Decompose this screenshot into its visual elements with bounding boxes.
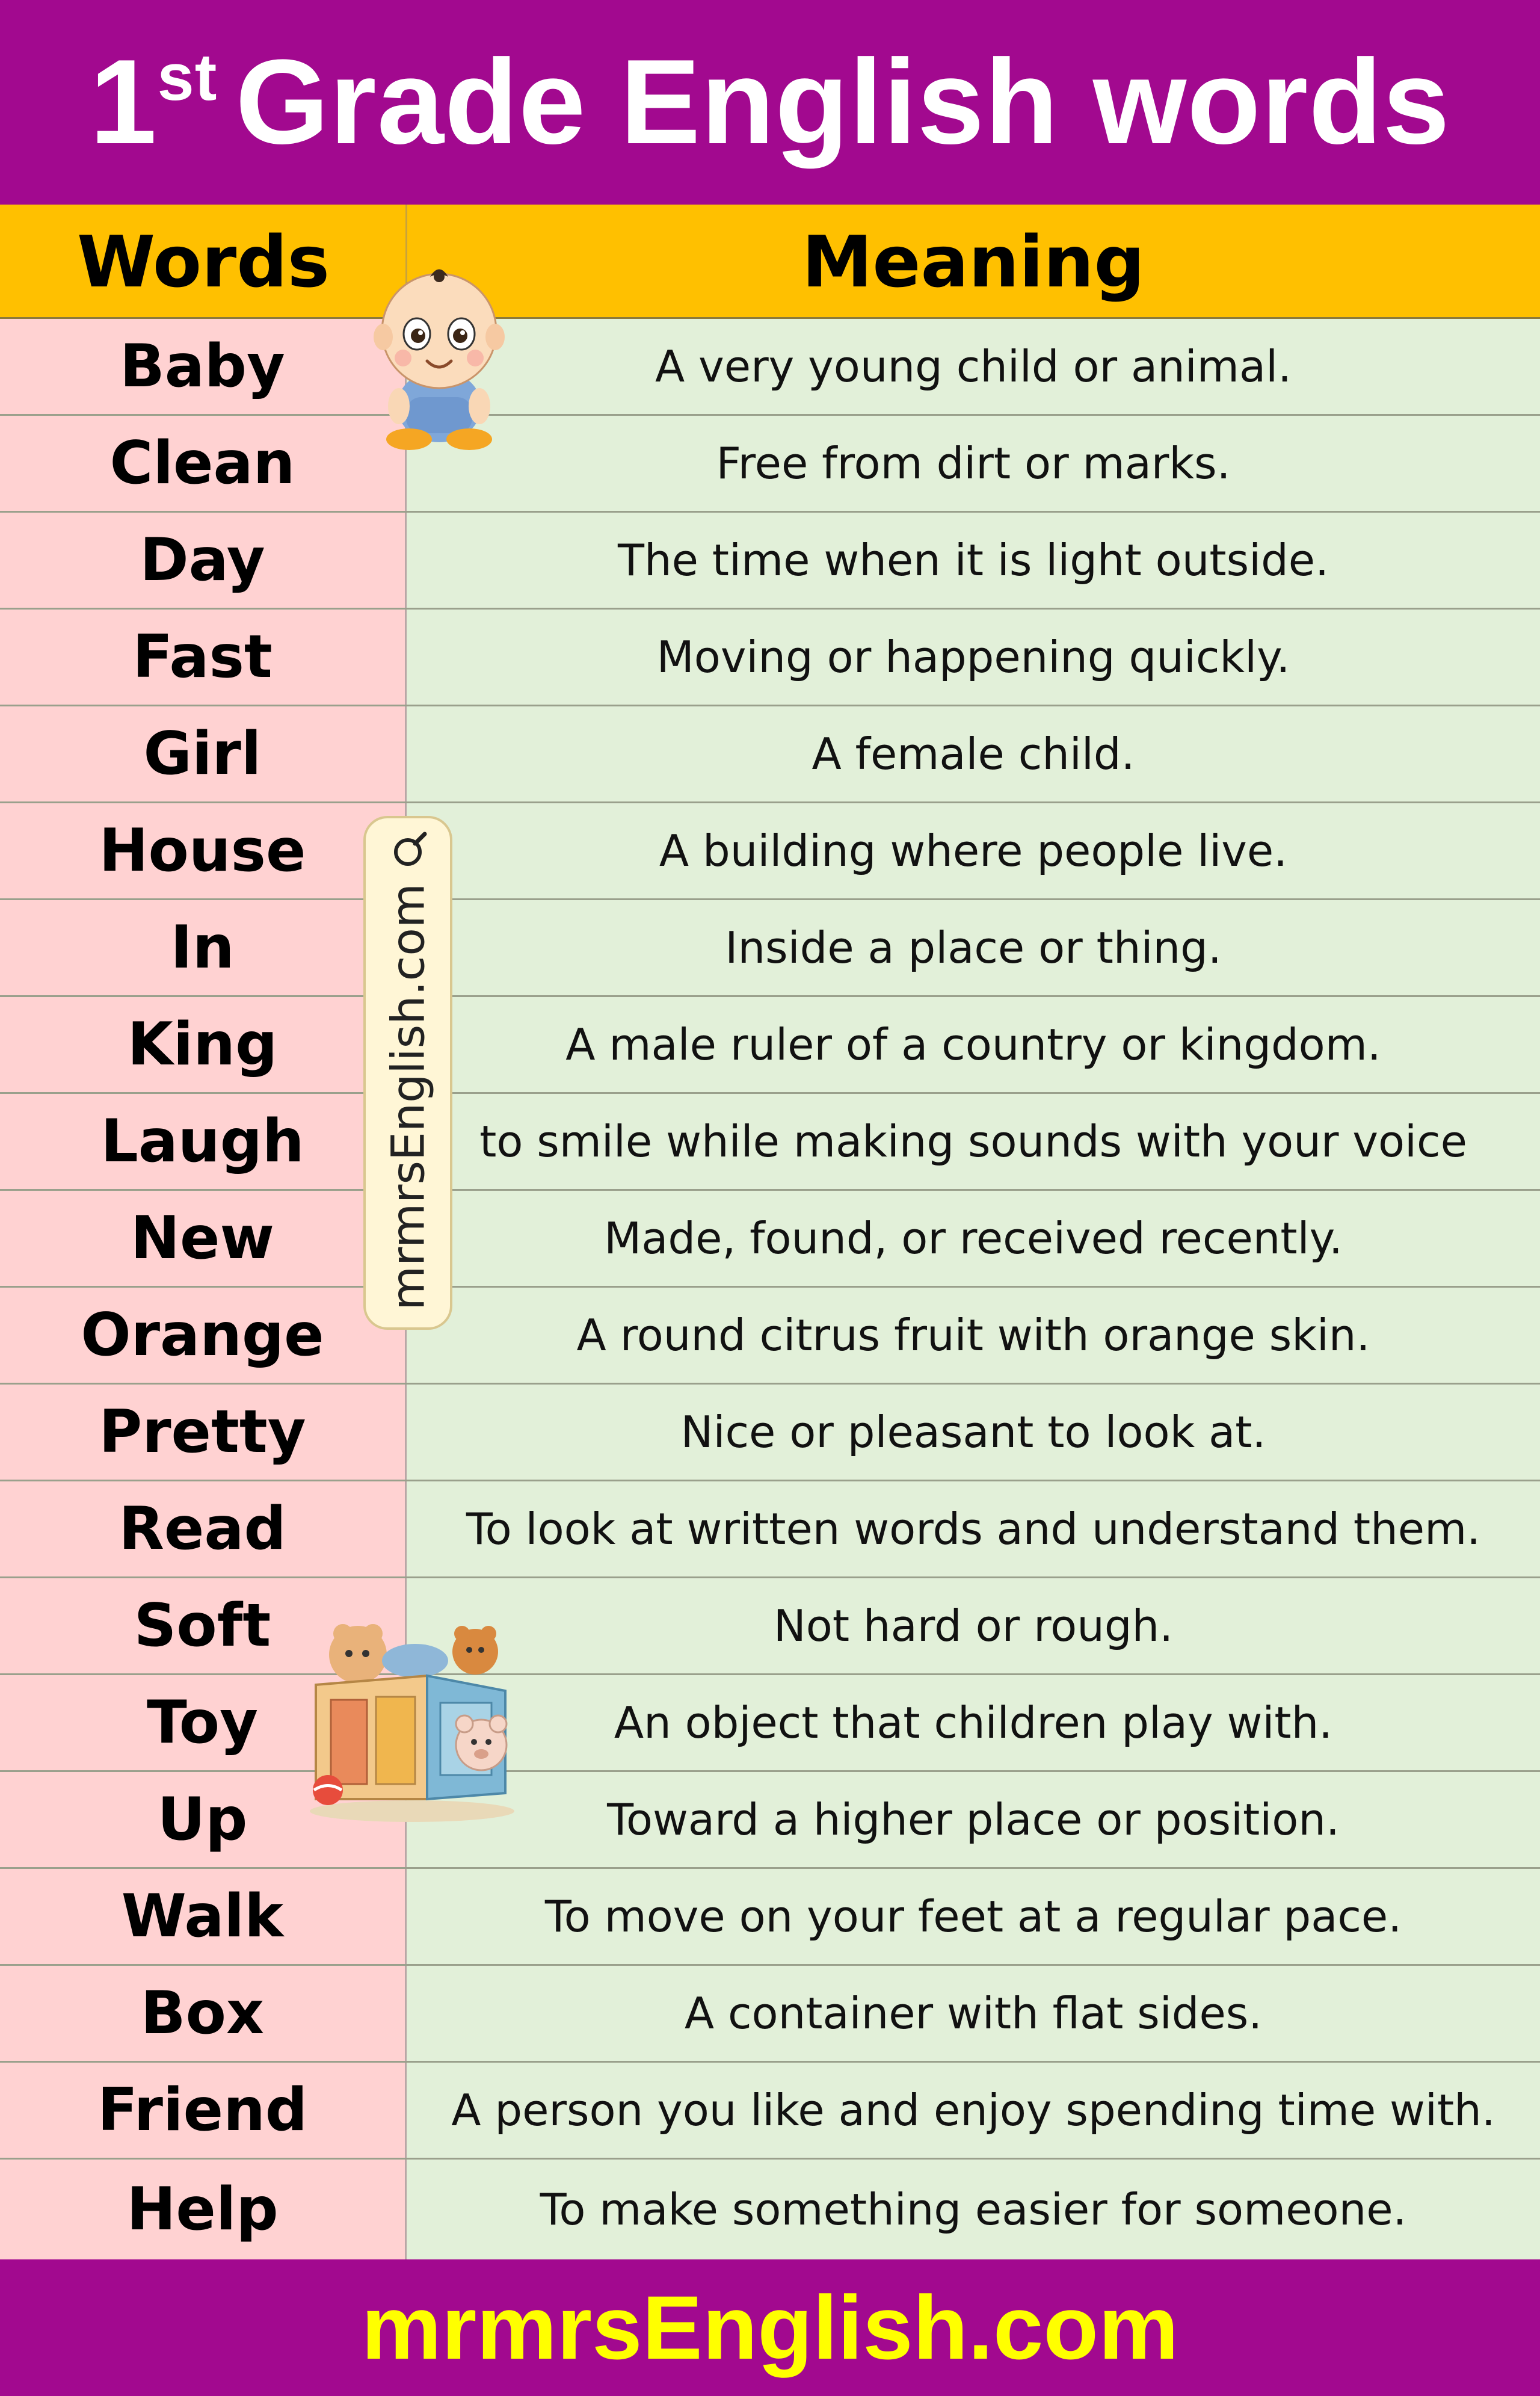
word-cell: Pretty: [0, 1385, 407, 1480]
search-icon: [390, 829, 432, 871]
meaning-cell: A round citrus fruit with orange skin.: [407, 1288, 1540, 1383]
word-cell: Baby: [0, 319, 407, 414]
table-row: [0, 1094, 1540, 1191]
word-cell: Clean: [0, 416, 407, 511]
column-header-meaning: Meaning: [801, 220, 1145, 303]
table-row: [0, 610, 1540, 706]
word-cell: Toy: [0, 1675, 407, 1770]
table-row: [0, 1869, 1540, 1966]
word-cell: Walk: [0, 1869, 407, 1964]
page-header: [0, 0, 1540, 205]
table-row: [0, 2160, 1540, 2259]
meaning-cell: Not hard or rough.: [407, 1578, 1540, 1673]
word-cell: Up: [0, 1772, 407, 1867]
title-ordinal: 1: [90, 35, 158, 169]
word-cell: Soft: [0, 1578, 407, 1673]
table-row: [0, 319, 1540, 416]
table-row: [0, 1288, 1540, 1385]
word-cell: In: [0, 900, 407, 995]
meaning-cell: A person you like and enjoy spending time with.: [407, 2063, 1540, 2158]
table-row: [0, 1772, 1540, 1869]
word-cell: Fast: [0, 610, 407, 705]
column-header-words: Words: [77, 220, 330, 303]
meaning-cell: To look at written words and understand them.: [407, 1481, 1540, 1576]
footer-website: mrmrsEnglish.com: [361, 2277, 1179, 2378]
page-title: [90, 33, 1450, 171]
meaning-cell: An object that children play with.: [407, 1675, 1540, 1770]
meaning-cell: A female child.: [407, 706, 1540, 801]
meaning-cell: A very young child or animal.: [407, 319, 1540, 414]
table-row: [0, 1191, 1540, 1288]
meaning-cell: A container with flat sides.: [407, 1966, 1540, 2061]
meaning-cell: Free from dirt or marks.: [407, 416, 1540, 511]
meaning-cell: The time when it is light outside.: [407, 513, 1540, 608]
meaning-cell: Nice or pleasant to look at.: [407, 1385, 1540, 1480]
word-cell: Laugh: [0, 1094, 407, 1189]
table-row: [0, 997, 1540, 1094]
table-row: [0, 900, 1540, 997]
word-cell: Friend: [0, 2063, 407, 2158]
word-cell: Read: [0, 1481, 407, 1576]
title-ordinal-suffix: st: [157, 40, 218, 114]
word-cell: Box: [0, 1966, 407, 2061]
baby-icon: [370, 259, 508, 451]
toybox-icon: [301, 1619, 523, 1823]
column-header-row: [0, 205, 1540, 319]
meaning-cell: Inside a place or thing.: [407, 900, 1540, 995]
meaning-cell: Moving or happening quickly.: [407, 610, 1540, 705]
title-text: Grade English words: [235, 35, 1450, 169]
word-cell: Day: [0, 513, 407, 608]
table-row: [0, 1966, 1540, 2063]
vocabulary-table: [0, 319, 1540, 2259]
watermark-text: mrmrsEnglish.com: [381, 883, 435, 1311]
word-cell: House: [0, 803, 407, 898]
meaning-cell: Toward a higher place or position.: [407, 1772, 1540, 1867]
table-row: [0, 1578, 1540, 1675]
table-row: [0, 1385, 1540, 1481]
word-cell: Help: [0, 2160, 407, 2259]
word-cell: Girl: [0, 706, 407, 801]
meaning-cell: A male ruler of a country or kingdom.: [407, 997, 1540, 1092]
watermark-tag: [363, 816, 452, 1330]
word-cell: Orange: [0, 1288, 407, 1383]
table-row: [0, 803, 1540, 900]
table-row: [0, 513, 1540, 610]
meaning-cell: to smile while making sounds with your voice: [407, 1094, 1540, 1189]
word-cell: King: [0, 997, 407, 1092]
meaning-cell: A building where people live.: [407, 803, 1540, 898]
table-row: [0, 416, 1540, 513]
meaning-cell: To move on your feet at a regular pace.: [407, 1869, 1540, 1964]
page-footer: [0, 2259, 1540, 2396]
table-row: [0, 706, 1540, 803]
table-row: [0, 2063, 1540, 2160]
table-row: [0, 1481, 1540, 1578]
meaning-cell: To make something easier for someone.: [407, 2160, 1540, 2259]
word-cell: New: [0, 1191, 407, 1286]
meaning-cell: Made, found, or received recently.: [407, 1191, 1540, 1286]
table-row: [0, 1675, 1540, 1772]
